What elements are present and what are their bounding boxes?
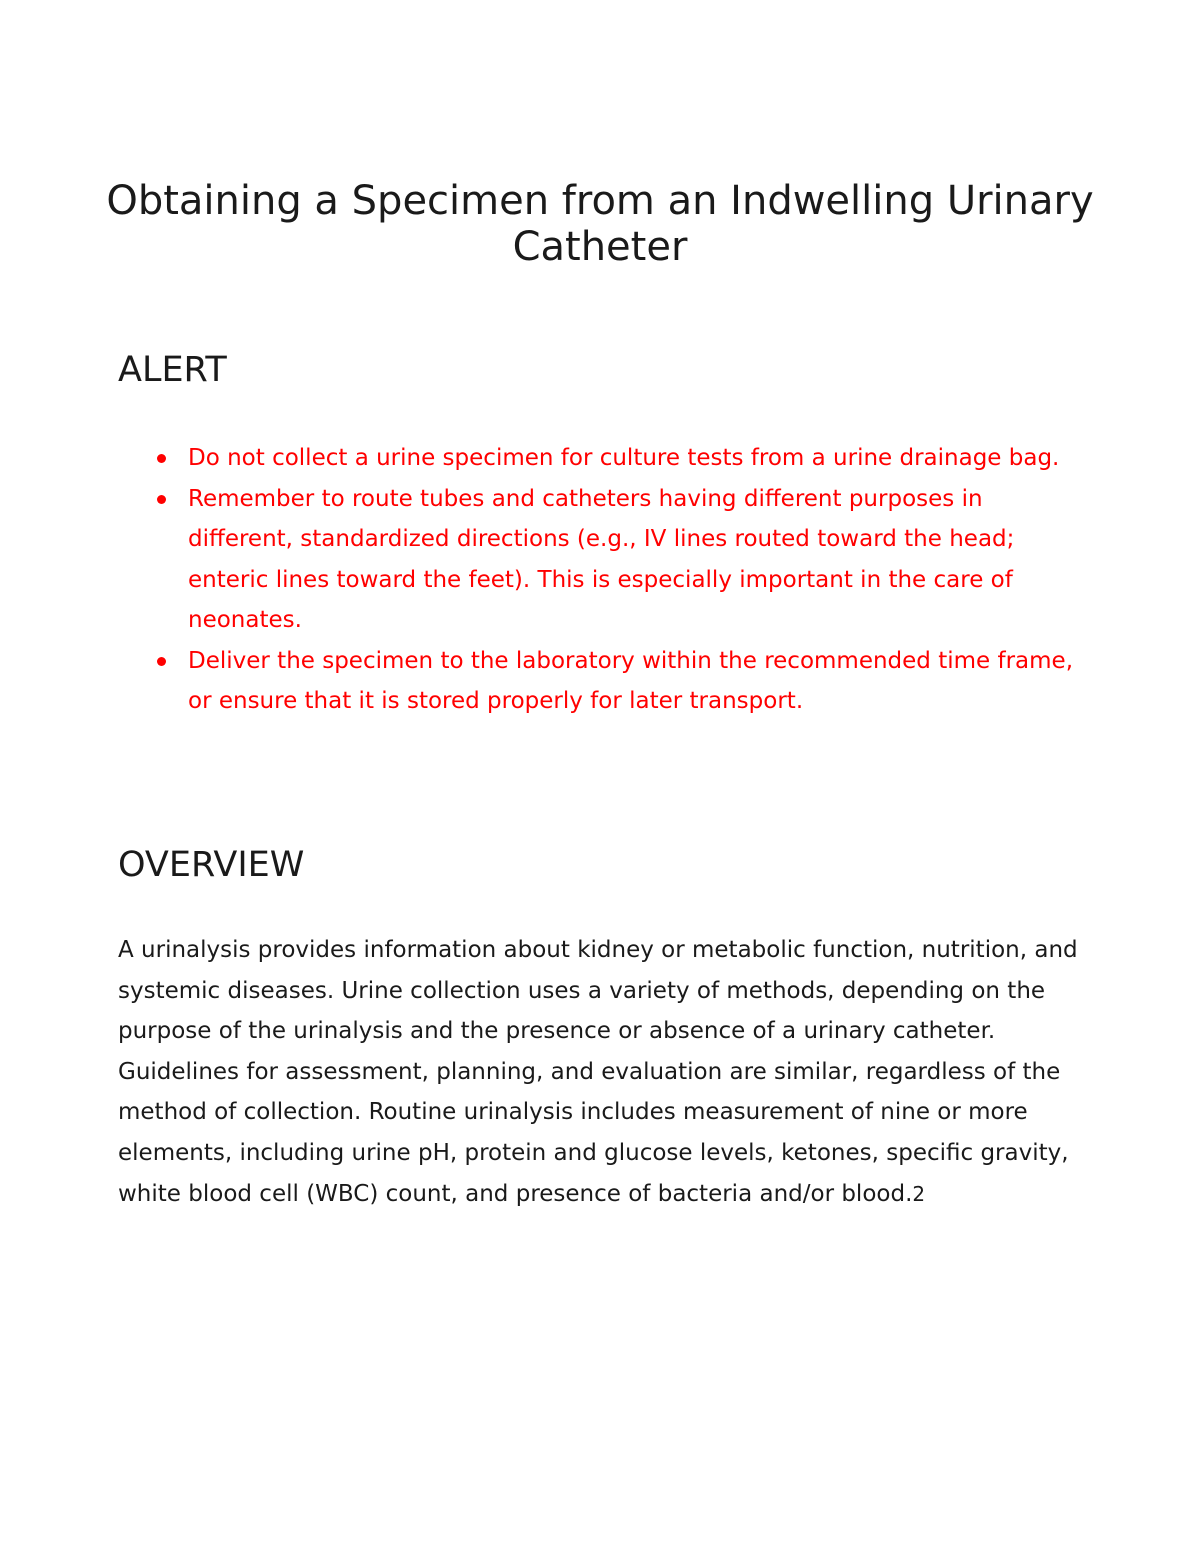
alert-item — [188, 438, 1088, 479]
reference-number: 2 — [912, 1181, 926, 1206]
alert-item-text: Do not collect a urine specimen for culture tests from a urine drainage bag. — [188, 445, 1060, 471]
overview-text: A urinalysis provides information about kidney or metabolic function, nutrition, and systemic diseases. Urine collection uses a variety of methods, depending on the purpose of the urinalysis and the presence or absence of a urinary catheter. Guidelines for assessment, planning, and evaluation are similar, regardless of the method of collection. Routine urinalysis includes measurement of nine or more elements, including urine pH, protein and glucose levels, ketones, specific gravity, white blood cell (WBC) count, and presence of bacteria and/or blood. — [118, 937, 1078, 1207]
bullet-icon — [157, 454, 166, 463]
alert-item-text: Deliver the specimen to the laboratory within the recommended time frame, or ensure that it is stored properly for later transport. — [188, 647, 1074, 714]
overview-heading: OVERVIEW — [118, 845, 305, 885]
alert-item — [188, 641, 1088, 722]
document-title: Obtaining a Specimen from an Indwelling Urinary Catheter — [106, 178, 1094, 270]
bullet-icon — [157, 495, 166, 504]
bullet-icon — [157, 657, 166, 666]
alert-item-text: Remember to route tubes and catheters having different purposes in different, standardized directions (e.g., IV lines routed toward the head; enteric lines toward the feet). This is especially important in the care of neonates. — [188, 485, 1015, 633]
alert-list — [188, 438, 1088, 722]
overview-paragraph — [118, 930, 1093, 1214]
alert-heading: ALERT — [118, 350, 227, 390]
alert-item — [188, 479, 1088, 641]
